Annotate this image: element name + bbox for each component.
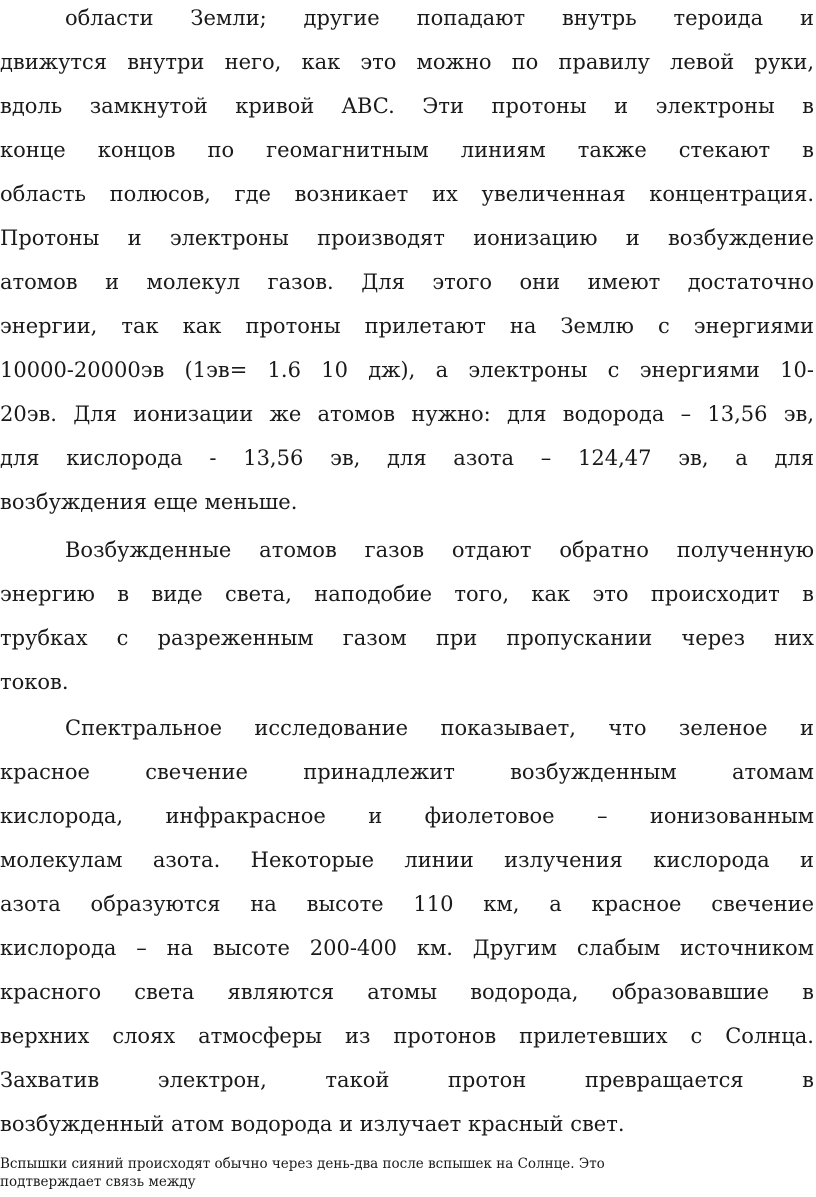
paragraph-1-line-5: область полюсов, где возникает их увеличенная концентрация.: [0, 182, 814, 206]
paragraph-1-line-2: движутся внутри него, как это можно по правилу левой руки,: [0, 50, 814, 74]
paragraph-3-line-1: Спектральное исследование показывает, что зеленое и: [65, 716, 814, 740]
paragraph-1-line-6: Протоны и электроны производят ионизацию и возбуждение: [0, 226, 814, 250]
paragraph-3-line-2: красное свечение принадлежит возбужденным атомам: [0, 760, 814, 784]
paragraph-3-line-3: кислорода, инфракрасное и фиолетовое – ионизованным: [0, 804, 814, 828]
paragraph-2-line-3: трубках с разреженным газом при пропускании через них: [0, 626, 814, 650]
paragraph-2-line-1: Возбужденные атомов газов отдают обратно полученную: [65, 538, 814, 562]
paragraph-1-line-7: атомов и молекул газов. Для этого они имеют достаточно: [0, 270, 814, 294]
paragraph-1-line-10: 20эв. Для ионизации же атомов нужно: для водорода – 13,56 эв,: [0, 402, 814, 426]
paragraph-1-line-8: энергии, так как протоны прилетают на Землю с энергиями: [0, 314, 814, 338]
paragraph-3-line-10: возбужденный атом водорода и излучает красный свет.: [0, 1112, 625, 1136]
paragraph-1-line-3: вдоль замкнутой кривой ABC. Эти протоны и электроны в: [0, 94, 814, 118]
paragraph-3-line-8: верхних слоях атмосферы из протонов прилетевших с Солнца.: [0, 1024, 814, 1048]
paragraph-1-line-12: возбуждения еще меньше.: [0, 490, 298, 514]
paragraph-2-line-4: токов.: [0, 670, 69, 694]
paragraph-1-line-9: 10000-20000эв (1эв= 1.6 10 дж), а электроны с энергиями 10-: [0, 358, 814, 382]
paragraph-3-line-4: молекулам азота. Некоторые линии излучения кислорода и: [0, 848, 814, 872]
footnote-line-1: Вспышки сияний происходят обычно через день-два после вспышек на Солнце. Это: [0, 1156, 605, 1172]
paragraph-3-line-7: красного света являются атомы водорода, образовавшие в: [0, 980, 814, 1004]
paragraph-3-line-9: Захватив электрон, такой протон превращается в: [0, 1068, 814, 1092]
paragraph-1-line-4: конце концов по геомагнитным линиям также стекают в: [0, 138, 814, 162]
paragraph-3-line-6: кислорода – на высоте 200-400 км. Другим слабым источником: [0, 936, 814, 960]
footnote-line-2: подтверждает связь между: [0, 1174, 196, 1190]
paragraph-1-line-1: области Земли; другие попадают внутрь тероида и: [65, 6, 814, 30]
paragraph-1-line-11: для кислорода - 13,56 эв, для азота – 124,47 эв, а для: [0, 446, 814, 470]
paragraph-3-line-5: азота образуются на высоте 110 км, а красное свечение: [0, 892, 814, 916]
paragraph-2-line-2: энергию в виде света, наподобие того, как это происходит в: [0, 582, 814, 606]
